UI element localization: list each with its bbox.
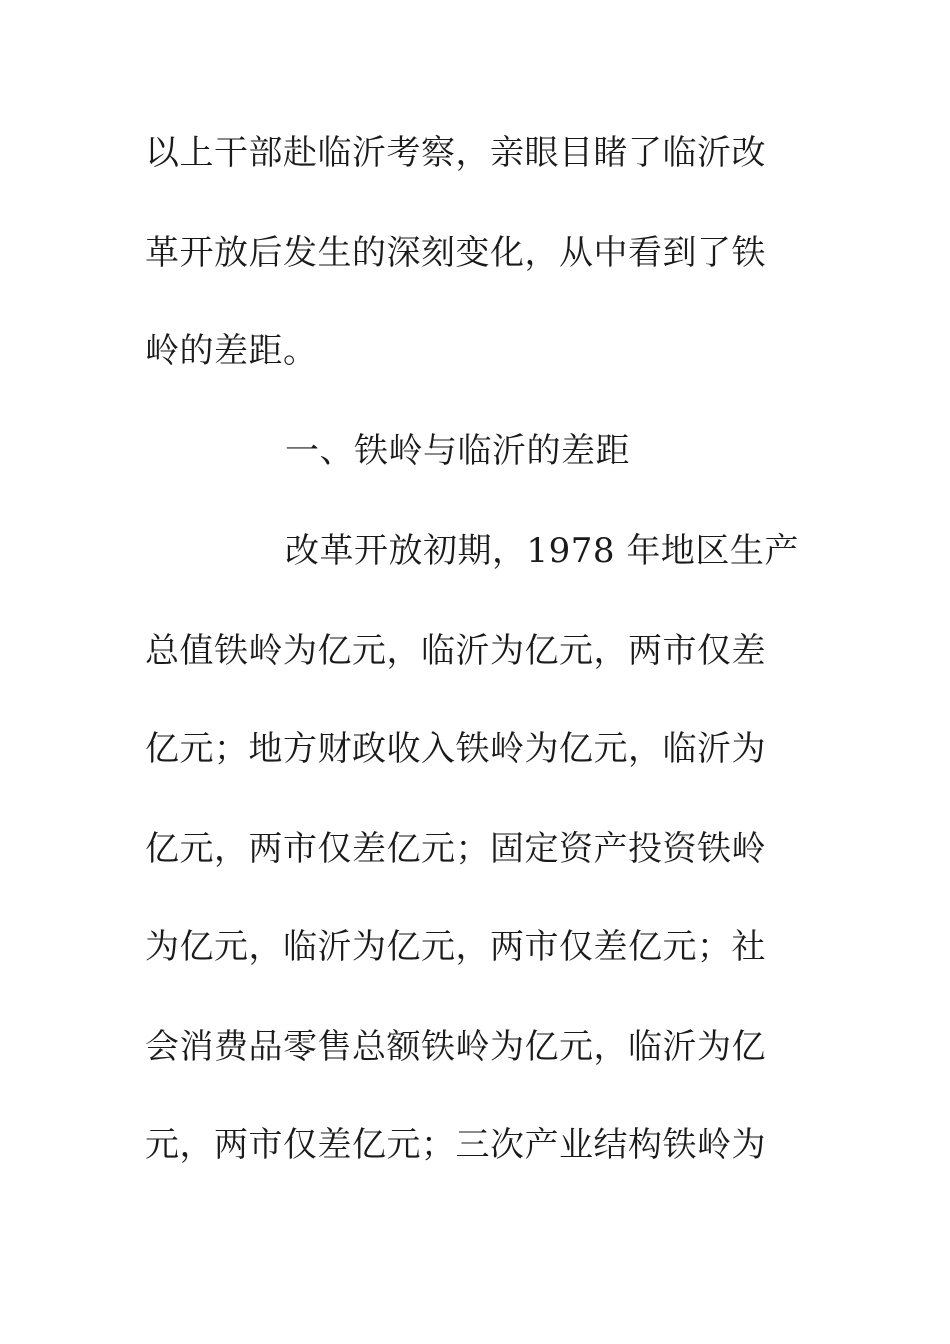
paragraph-line: 亿元，两市仅差亿元；固定资产投资铁岭: [145, 829, 766, 869]
paragraph-line: 以上干部赴临沂考察，亲眼目睹了临沂改: [145, 133, 766, 173]
section-heading: 一、铁岭与临沂的差距: [285, 431, 630, 471]
paragraph-line: 为亿元，临沂为亿元，两市仅差亿元；社: [145, 927, 766, 967]
paragraph-line: 会消费品零售总额铁岭为亿元，临沂为亿: [145, 1027, 766, 1067]
paragraph-line: 革开放后发生的深刻变化，从中看到了铁: [145, 233, 766, 273]
paragraph-line: 总值铁岭为亿元，临沂为亿元，两市仅差: [145, 631, 766, 671]
paragraph-line: 亿元；地方财政收入铁岭为亿元，临沂为: [145, 729, 766, 769]
paragraph-line: 改革开放初期，1978 年地区生产: [285, 531, 799, 571]
paragraph-line: 岭的差距。: [145, 331, 318, 371]
paragraph-line: 元，两市仅差亿元；三次产业结构铁岭为: [145, 1125, 766, 1165]
